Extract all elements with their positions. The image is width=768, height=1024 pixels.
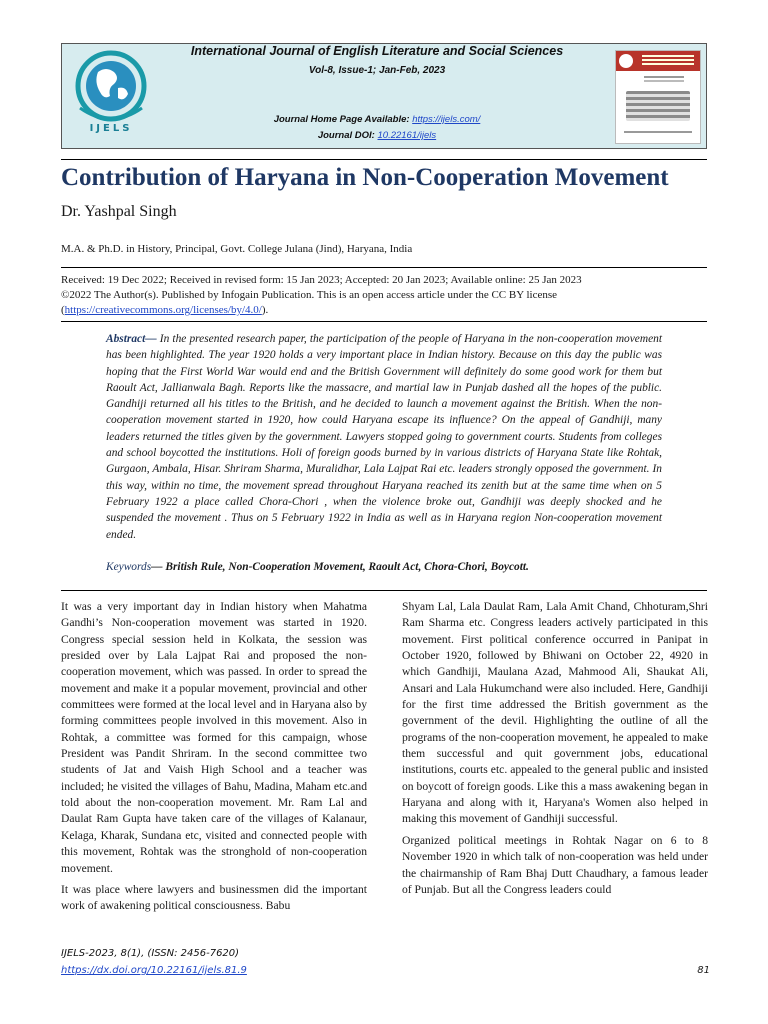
footer-citation: IJELS-2023, 8(1), (ISSN: 2456-7620) (61, 948, 240, 959)
body-column-right (402, 599, 708, 903)
page-number: 81 (697, 965, 710, 976)
keywords-list: British Rule, Non-Cooperation Movement, Raoult Act, Chora-Chori, Boycott. (165, 561, 529, 573)
body-paragraph: It was place where lawyers and businessmen did the important work of awakening political consciousness. Babu (61, 882, 367, 913)
keywords-label: Keywords (106, 561, 152, 573)
doi-link[interactable]: 10.22161/ijels (377, 130, 437, 141)
abstract-dash: — (145, 333, 160, 345)
journal-cover-image (615, 50, 701, 144)
abstract-text: In the presented research paper, the participation of the people of Haryana in the non-cooperation movement has been highlighted. The year 1920 holds a very important place in Indian history. Because on this day the public was hoping that the First World War would end and the British Government will definitely do some good work for them but Raoult Act, Jallianwala Bagh. Reports like the massacre, and martial law in Punjab dashed all the hopes of the public. Gandhiji returned all his titles to the British, and he decided to launch a movement against the British. When the non-cooperation movement started in 1920, how could Haryana escape its influence? On the appeal of Gandhiji, many leaders returned the titles given by the government. Lawyers stopped going to government courts. Students from colleges and school boycotted the institutions. Holi of foreign goods burned by in various districts of Haryana State like Rohtak, Gurgaon, Ambala, Hisar. Shriram Sharma, Muralidhar, Lala Lajpat Rai etc. leaders strongly opposed the government. In this way, within no time, the movement spread throughout Haryana reached its zenith but at the same time when on 5 February 1922 a place called Chora-Chori , when the violence broke out, Gandhiji was deeply shocked and he suspended the movement . Thus on 5 February 1922 in India as well as in Haryana region Non-cooperation movement ended. (106, 333, 662, 541)
body-column-left (61, 599, 367, 920)
divider-top (61, 159, 707, 160)
journal-doi-line (182, 130, 572, 141)
journal-title: International Journal of English Literature and Social Sciences (190, 44, 564, 58)
footer-doi-link[interactable]: https://dx.doi.org/10.22161/ijels.81.9 (61, 965, 247, 976)
article-dates: Received: 19 Dec 2022; Received in revised form: 15 Jan 2023; Accepted: 20 Jan 2023; Available online: 25 Jan 2023 (61, 274, 582, 286)
journal-volume: Vol-8, Issue-1; Jan-Feb, 2023 (308, 65, 446, 76)
logo-text: IJELS (89, 123, 133, 134)
home-link[interactable]: https://ijels.com/ (412, 114, 481, 125)
cover-footer-line (624, 131, 692, 133)
article-title: Contribution of Haryana in Non-Cooperation Movement (61, 164, 669, 191)
keywords-dash: — (151, 561, 166, 573)
home-label: Journal Home Page Available: (273, 114, 413, 125)
license-paren-open: ( (61, 304, 65, 316)
abstract-label: Abstract (106, 333, 146, 345)
divider-dates (61, 267, 707, 268)
keywords (106, 561, 666, 573)
divider-body (61, 590, 707, 591)
cover-title-lines (642, 55, 694, 57)
license-statement: ©2022 The Author(s). Published by Infogain Publication. This is an open access article under the CC BY license (61, 289, 558, 301)
article-author: Dr. Yashpal Singh (61, 203, 177, 220)
cover-text-lines (644, 76, 684, 78)
journal-header (61, 43, 707, 149)
divider-abstract (61, 321, 707, 322)
license-paren-close: ). (261, 304, 269, 316)
author-affiliation: M.A. & Ph.D. in History, Principal, Govt. College Julana (Jind), Haryana, India (61, 243, 413, 255)
abstract (106, 331, 662, 543)
journal-home-line (182, 114, 572, 125)
article-history (61, 273, 711, 318)
doi-label: Journal DOI: (317, 130, 378, 141)
body-paragraph: It was a very important day in Indian history when Mahatma Gandhi’s Non-cooperation movement was started in 1920. Congress special session held in Kolkata, the session was presided over by Lala Lajpat Rai and proposed the non-cooperation movement, which was passed. In order to spread the movement and make it a popular movement, provincial and other committees were formed at the local level and in Haryana also by forming committees people involved in this movement. Also in Rohtak, a committee was formed for this campaign, whose President was Pandit Shriram. In the second committee two students of Jat and Vaish High School and a teacher was included; he visited the villages of Bahu, Madina, Maham etc.and told about the non-cooperation movement. Mr. Ram Lal and Daulat Ram Gupta have taken care of the villages of Kalanaur, Kelaga, Kharak, Sundana etc, visited and connected people with this movement, Rohtak was the stronghold of non-cooperation movement. (61, 600, 367, 875)
license-link[interactable]: https://creativecommons.org/licenses/by/4.0/ (64, 304, 262, 316)
cover-books-graphic (626, 91, 690, 121)
footer-doi-line (61, 965, 247, 976)
body-paragraph: Organized political meetings in Rohtak Nagar on 6 to 8 November 1920 in which talk of non-cooperation was held under the chairmanship of Ram Bhaj Dutt Chaudhary, a famous leader of Punjab. But all the Congress leaders could (402, 833, 708, 896)
body-paragraph: Shyam Lal, Lala Daulat Ram, Lala Amit Chand, Chhoturam,Shri Ram Sharma etc. Congress leaders actively participated in this movement. First political conference occurred in Panipat in October 1920, followed by Bhiwani on October 22, 4920 in which Gandhiji, Maulana Azad, Mahmood Ali, Shaukat Ali, Ansari and Lala Hukumchand were also included. Here, Gandhiji for the first time addressed the British government as the government of the devil. Highlighting the outline of all the programs of the non-cooperation movement, he appealed to make them successful and quit government jobs, educational institutions, courts etc. appealed to the general public and insisted on boycott of foreign goods. Like this a mass awakening began in Haryana and along with it, Haryana's Women also helped in making this movement of Gandhiji successful. (402, 600, 708, 826)
license-link-line (61, 303, 711, 318)
cover-logo (619, 54, 633, 68)
